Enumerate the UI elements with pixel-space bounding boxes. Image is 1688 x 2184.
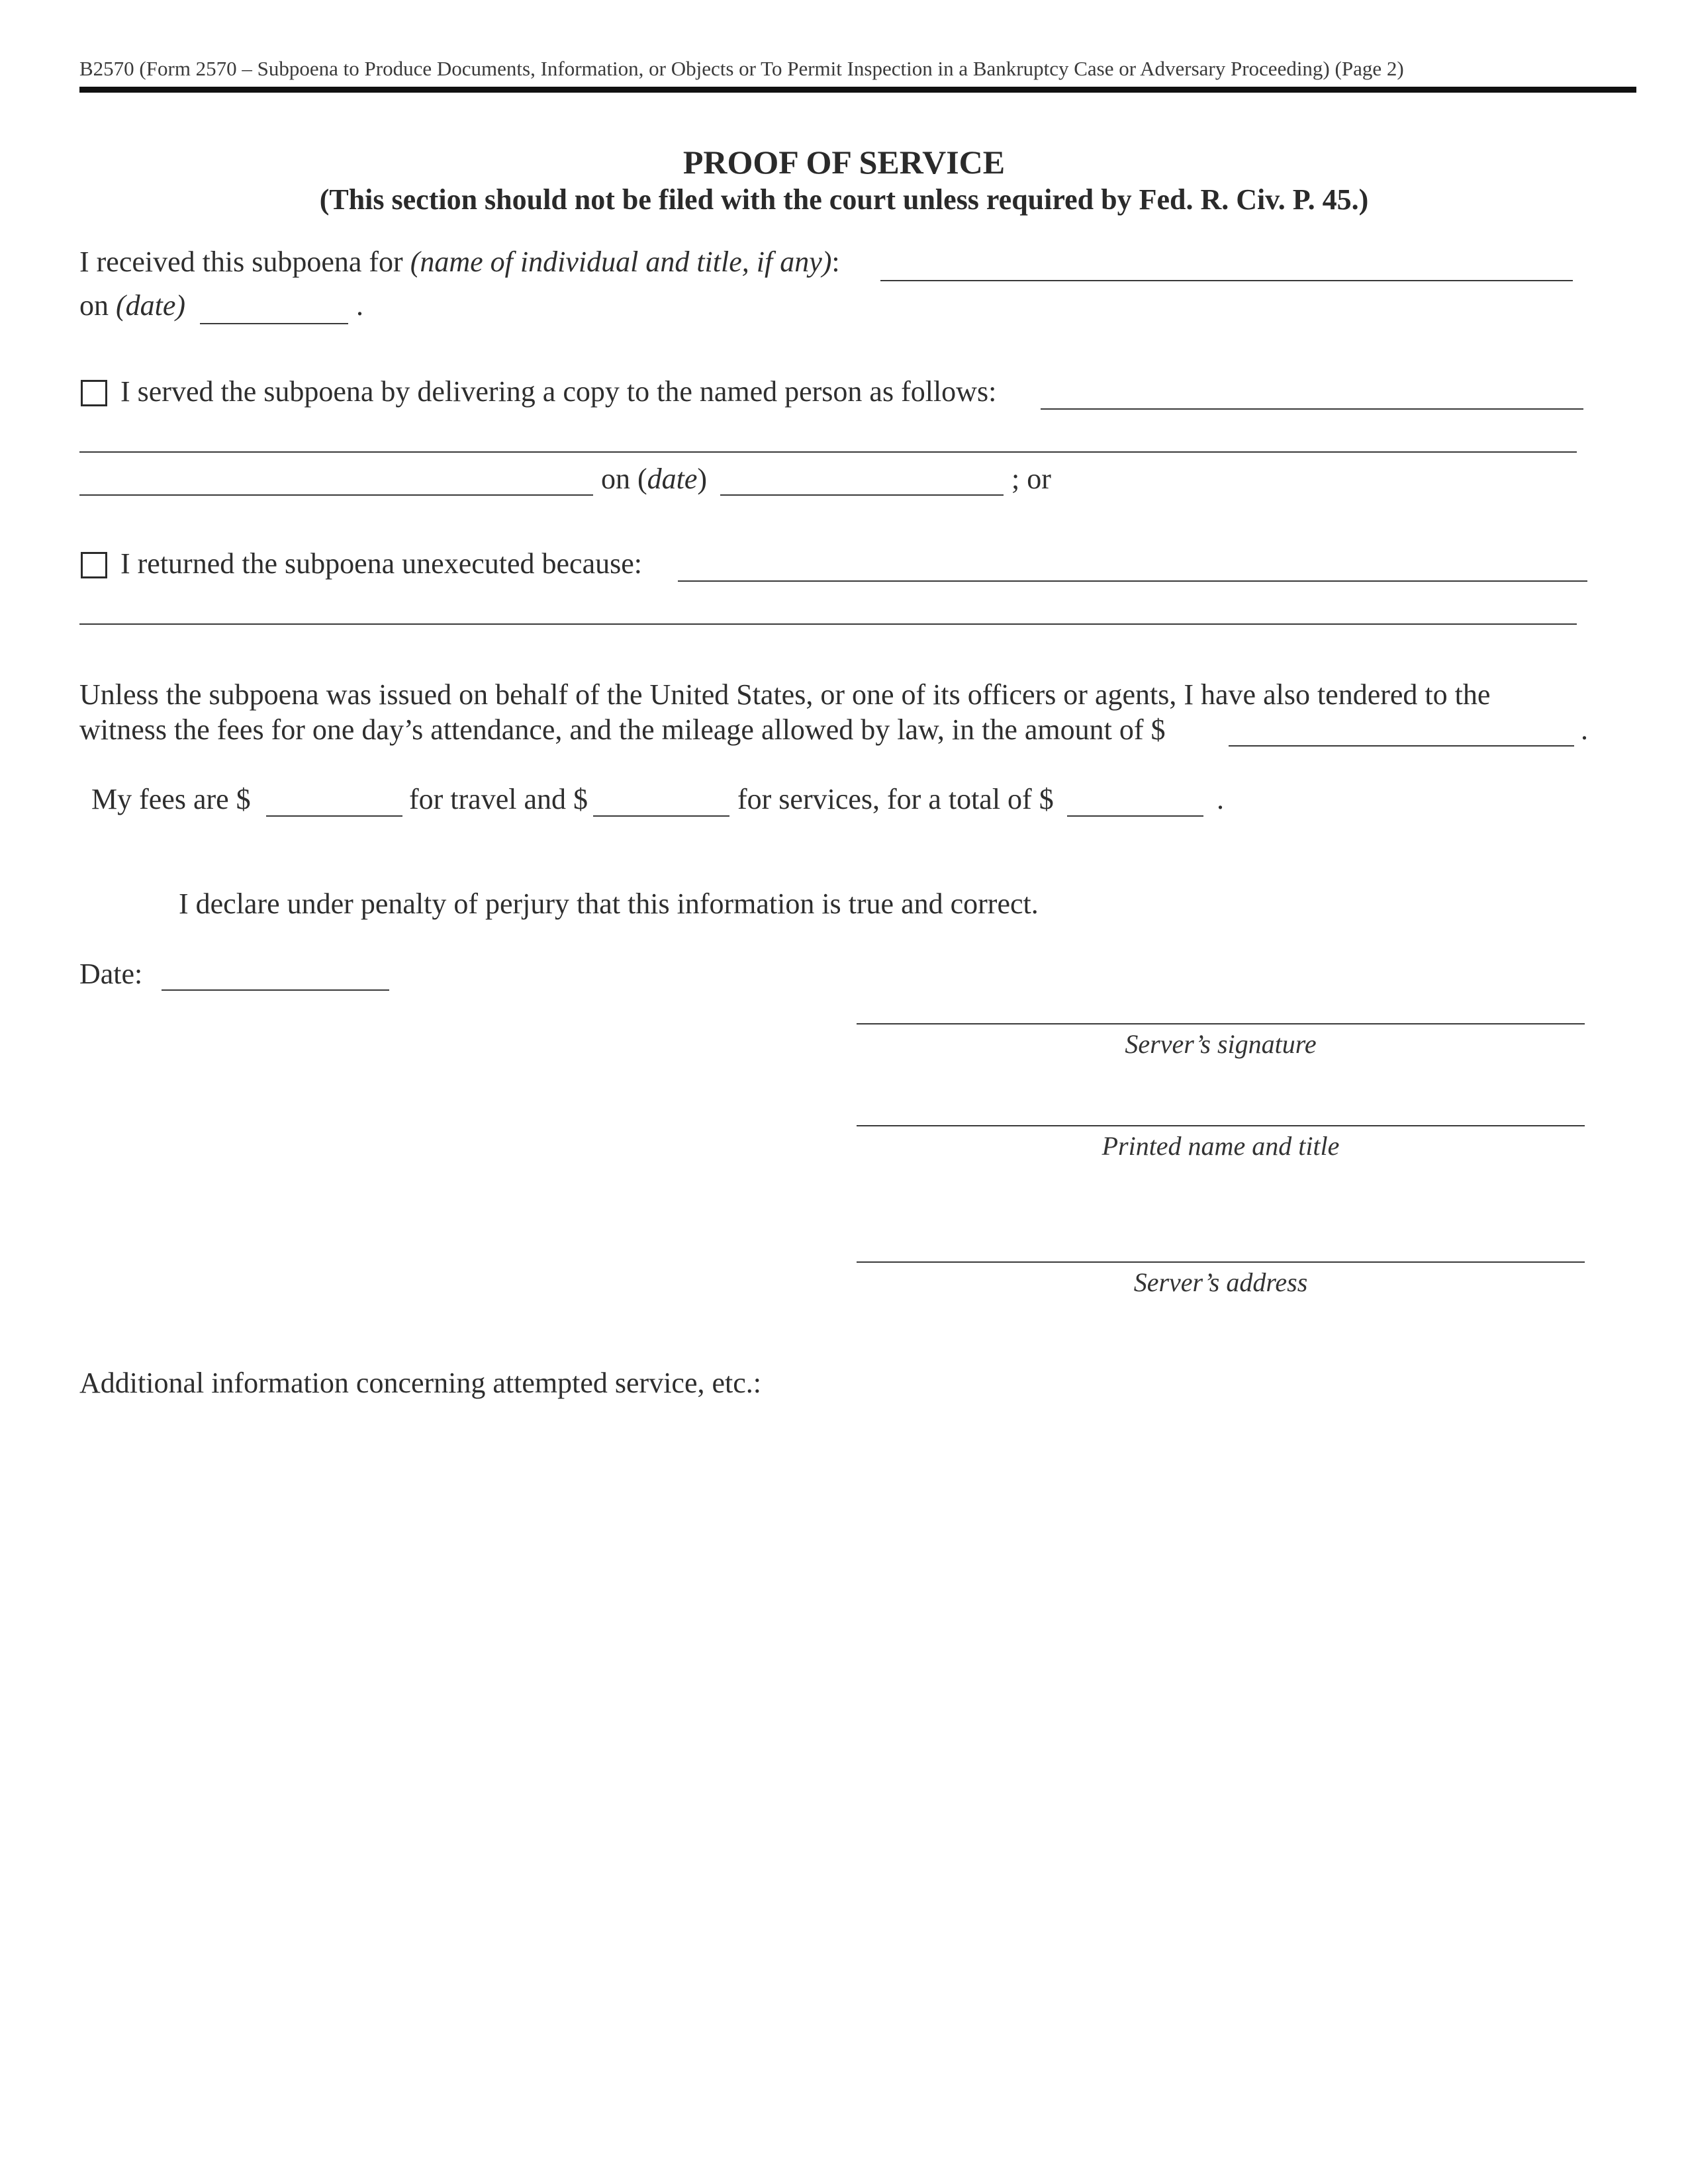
form-header: B2570 (Form 2570 – Subpoena to Produce Documents, Information, or Objects or To Permit Inspection in a Bankruptcy Case or Adversary Proceeding) (Page 2)	[79, 57, 1404, 80]
travel-fee-field[interactable]	[266, 815, 402, 817]
served-or: ; or	[1011, 463, 1051, 495]
served-checkbox[interactable]	[81, 380, 107, 406]
received-line	[79, 245, 840, 279]
additional-info-label: Additional information concerning attempted service, etc.:	[79, 1367, 761, 1399]
received-date-line	[79, 289, 185, 322]
served-date-hint: date	[647, 463, 698, 495]
served-details-field-2[interactable]	[79, 451, 1577, 453]
server-signature-label: Server’s signature	[1125, 1029, 1317, 1059]
services-fee-field[interactable]	[593, 815, 729, 817]
served-text: I served the subpoena by delivering a copy to the named person as follows:	[120, 375, 997, 408]
served-details-field[interactable]	[1041, 408, 1583, 410]
server-signature-field[interactable]	[857, 1023, 1585, 1024]
fees-label: My fees are $	[91, 783, 251, 815]
declaration-text: I declare under penalty of perjury that this information is true and correct.	[179, 887, 1039, 920]
tender-line-1: Unless the subpoena was issued on behalf of the United States, or one of its officers or agents, I have also tendered to the	[79, 678, 1491, 711]
printed-name-label: Printed name and title	[1102, 1131, 1340, 1161]
served-on-date	[601, 462, 707, 496]
server-address-field[interactable]	[857, 1261, 1585, 1263]
served-on-label: on (	[601, 463, 647, 495]
date-field[interactable]	[162, 989, 389, 991]
received-name-hint: (name of individual and title, if any)	[410, 246, 832, 278]
served-close-paren: )	[697, 463, 708, 495]
date-label: Date:	[79, 958, 143, 990]
returned-checkbox[interactable]	[81, 552, 107, 578]
served-details-field-3[interactable]	[79, 494, 593, 496]
received-date-hint: (date)	[116, 289, 186, 322]
fees-period: .	[1217, 783, 1224, 815]
received-date-field[interactable]	[200, 323, 348, 324]
tender-line-2: witness the fees for one day’s attendance, and the mileage allowed by law, in the amount of $	[79, 713, 1166, 746]
received-prefix: I received this subpoena for	[79, 246, 403, 278]
received-on-label: on	[79, 289, 109, 322]
fees-services-label: for services, for a total of $	[737, 783, 1054, 815]
page-title: PROOF OF SERVICE	[682, 144, 1006, 181]
served-date-field[interactable]	[720, 494, 1004, 496]
total-fee-field[interactable]	[1067, 815, 1203, 817]
tender-period: .	[1581, 713, 1588, 746]
received-name-field[interactable]	[880, 280, 1573, 281]
tender-amount-field[interactable]	[1229, 745, 1574, 747]
page-subtitle: (This section should not be filed with the court unless required by Fed. R. Civ. P. 45.)	[319, 183, 1369, 216]
header-rule	[79, 87, 1636, 93]
server-address-label: Server’s address	[1133, 1267, 1308, 1297]
received-period: .	[356, 289, 363, 322]
printed-name-field[interactable]	[857, 1125, 1585, 1126]
received-colon: :	[831, 246, 840, 278]
returned-text: I returned the subpoena unexecuted because:	[120, 547, 642, 580]
returned-reason-field-2[interactable]	[79, 623, 1577, 625]
fees-travel-label: for travel and $	[409, 783, 588, 815]
returned-reason-field[interactable]	[678, 580, 1587, 582]
